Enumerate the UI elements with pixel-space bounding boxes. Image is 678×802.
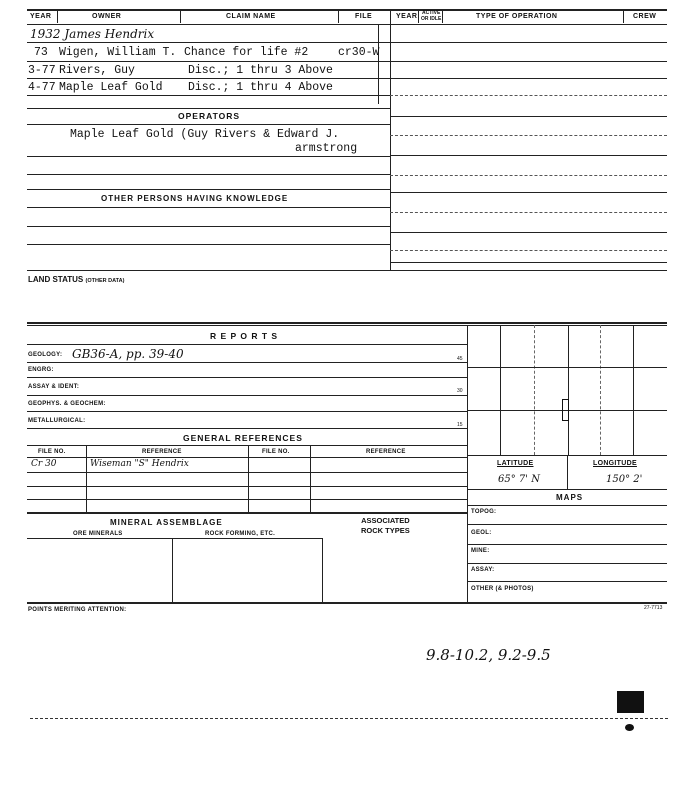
general-references-heading: GENERAL REFERENCES (183, 433, 303, 443)
row-line (27, 428, 467, 429)
row-line (27, 270, 667, 271)
row-line (390, 135, 667, 136)
land-status-sub: (OTHER DATA) (85, 278, 125, 284)
latitude-label: LATITUDE (497, 460, 534, 467)
header-crew: CREW (633, 13, 657, 20)
scale-mark: 15 (457, 422, 463, 428)
maps-heading: MAPS (556, 493, 584, 502)
owner-year: 3-77 (28, 64, 56, 77)
reports-top-border (27, 322, 667, 324)
ma-col-divider (172, 538, 173, 602)
file-number: cr30-W (338, 46, 380, 59)
row-line (27, 156, 390, 157)
row-line (27, 78, 390, 79)
row-line (467, 524, 667, 525)
header-owner: OWNER (92, 13, 122, 20)
operators-line-2: armstrong (295, 142, 358, 155)
header-active-or-idle (421, 10, 441, 22)
grid-line (467, 367, 667, 368)
scale-mark: 45 (457, 356, 463, 362)
row-line (27, 445, 467, 446)
row-line (27, 124, 390, 125)
gr-col-divider (310, 445, 311, 512)
row-line (390, 212, 667, 213)
topog-label: TOPOG: (471, 509, 497, 515)
associated-rock-types-label (361, 516, 410, 536)
row-line (390, 95, 667, 96)
geology-value: GB36-A, pp. 39-40 (72, 347, 184, 361)
mineral-assemblage-heading: MINERAL ASSEMBLAGE (110, 518, 223, 527)
geophys-geochem-label: GEOPHYS. & GEOCHEM: (28, 401, 106, 407)
gr-reference-entry: Wiseman "S" Hendrix (90, 459, 189, 469)
row-line (27, 207, 390, 208)
header-divider (338, 9, 339, 23)
gr-col-divider (248, 445, 249, 512)
row-line (390, 61, 667, 62)
assay-label: ASSAY: (471, 567, 495, 573)
row-line (27, 244, 390, 245)
other-photos-label: OTHER (& PHOTOS) (471, 586, 534, 592)
rock-types-label: ROCK TYPES (361, 526, 410, 535)
header-year: YEAR (30, 13, 52, 20)
row-line (27, 395, 467, 396)
handwritten-note: 9.8-10.2, 9.2-9.5 (426, 646, 551, 664)
rock-forming-label: ROCK FORMING, ETC. (205, 531, 276, 537)
row-line (27, 538, 322, 539)
owner-name: Maple Leaf Gold (59, 81, 163, 94)
scan-line (30, 718, 668, 719)
row-line (390, 250, 667, 251)
gr-col-reference: REFERENCE (142, 449, 182, 455)
header-divider (623, 9, 624, 23)
operators-heading: OPERATORS (178, 111, 241, 121)
top-border (27, 9, 667, 11)
engrg-label: ENGRG: (28, 367, 54, 373)
header-or-idle: OR IDLE (421, 16, 442, 22)
owner-year: 4-77 (28, 81, 56, 94)
gr-file-no-entry: Cr 30 (31, 459, 57, 469)
row-line (467, 544, 667, 545)
row-line (27, 95, 390, 96)
claim-name: Disc.; 1 thru 4 Above (188, 81, 333, 94)
row-line (390, 262, 667, 263)
grid-line (500, 325, 501, 455)
header-divider (442, 9, 443, 23)
row-line (390, 116, 667, 117)
gr-col-file-no: FILE NO. (38, 449, 66, 455)
associated-label: ASSOCIATED (361, 516, 410, 525)
operators-line-1: Maple Leaf Gold (Guy Rivers & Edward J. (70, 128, 340, 141)
ma-col-divider (322, 538, 323, 602)
reports-top-border-2 (27, 325, 667, 326)
row-line (390, 42, 667, 43)
latitude-value: 65° 7' N (498, 474, 540, 485)
gr-col-file-no-2: FILE NO. (262, 449, 290, 455)
mine-label: MINE: (471, 548, 490, 554)
other-persons-heading: OTHER PERSONS HAVING KNOWLEDGE (101, 194, 289, 203)
geol-label: GEOL: (471, 530, 492, 536)
row-line (27, 344, 467, 345)
row-line (27, 189, 390, 190)
bottom-border (27, 602, 667, 604)
row-line (27, 472, 467, 473)
file-column-divider (378, 24, 379, 104)
reports-heading: R E P O R T S (210, 331, 279, 341)
row-line (27, 457, 467, 458)
row-line (27, 174, 390, 175)
geology-label: GEOLOGY: (28, 352, 63, 358)
header-divider (418, 9, 419, 23)
form-number: 27-7713 (644, 605, 663, 611)
claim-name: Disc.; 1 thru 3 Above (188, 64, 333, 77)
scale-mark: 30 (457, 388, 463, 394)
header-divider (57, 9, 58, 23)
scan-mark (625, 724, 634, 731)
row-line (27, 362, 467, 363)
header-divider (180, 9, 181, 23)
row-line (467, 581, 667, 582)
land-status-heading (28, 275, 124, 284)
row-line (467, 563, 667, 564)
gr-col-divider (86, 445, 87, 512)
gr-col-reference-2: REFERENCE (366, 449, 406, 455)
owner-name: Rivers, Guy (59, 64, 135, 77)
header-active: ACTIVE (421, 10, 441, 16)
land-status-label: LAND STATUS (28, 275, 84, 284)
row-line (27, 486, 467, 487)
row-line (390, 78, 667, 79)
assay-ident-label: ASSAY & IDENT: (28, 384, 80, 390)
metallurgical-label: METALLURGICAL: (28, 418, 86, 424)
row-line (390, 192, 667, 193)
grid-line (568, 325, 569, 455)
row-line (27, 512, 467, 514)
claim-name: Chance for life #2 (184, 46, 309, 59)
grid-line (534, 325, 535, 455)
header-file: FILE (355, 13, 373, 20)
row-line (390, 175, 667, 176)
row-line (27, 24, 667, 25)
owner-entry-1932: 1932 James Hendrix (30, 27, 155, 41)
owner-year: 73 (34, 46, 48, 59)
row-line (27, 499, 467, 500)
row-line (27, 377, 467, 378)
grid-line (600, 325, 601, 455)
longitude-label: LONGITUDE (593, 460, 637, 467)
longitude-value: 150° 2' (606, 474, 643, 485)
scan-mark (617, 691, 644, 713)
location-marker (562, 399, 569, 421)
row-line (27, 42, 390, 43)
grid-line (633, 325, 634, 455)
row-line (467, 489, 667, 490)
owner-name: Wigen, William T. (59, 46, 177, 59)
header-claim-name: CLAIM NAME (226, 13, 276, 20)
row-line (27, 61, 390, 62)
row-line (27, 411, 467, 412)
header-year-2: YEAR (396, 13, 418, 20)
lat-long-divider (567, 455, 568, 489)
header-type-of-operation: TYPE OF OPERATION (476, 13, 558, 20)
row-line (27, 226, 390, 227)
points-meriting-attention-label: POINTS MERITING ATTENTION: (28, 607, 127, 613)
ore-minerals-label: ORE MINERALS (73, 531, 123, 537)
row-line (27, 108, 390, 109)
row-line (467, 505, 667, 506)
row-line (390, 155, 667, 156)
row-line (390, 232, 667, 233)
